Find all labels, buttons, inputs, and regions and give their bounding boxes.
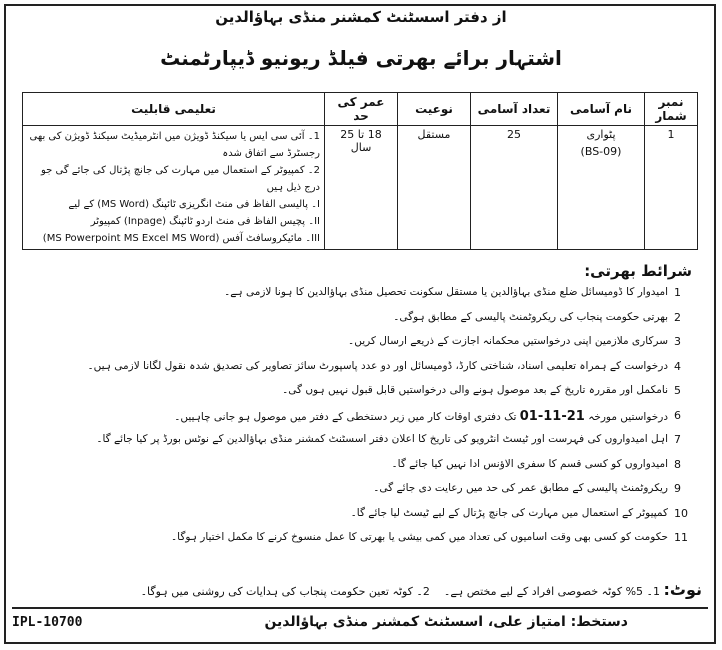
ipl-number: IPL-10700	[12, 615, 83, 630]
list-item	[20, 430, 702, 455]
item-text: ریکروٹمنٹ پالیسی کے مطابق عمر کی حد میں رعایت دی جائے گی۔	[373, 482, 668, 494]
list-item	[20, 332, 702, 357]
deadline-suffix: تک دفتری اوقات کار میں زیر دستخطی کے دفتر میں موصول ہو جانی چاہییں۔	[174, 410, 517, 423]
item-number: 2	[674, 310, 681, 324]
terms-heading: شرائط بھرتی:	[584, 262, 692, 280]
item-text	[174, 409, 668, 424]
col-serial: نمبر شمار	[645, 93, 698, 126]
qualification-line: 1۔ آئی سی ایس یا سیکنڈ ڈویژن میں انٹرمیڈیٹ سیکنڈ ڈویژن کی بھی رجسٹرڈ سے اتفاق شدہ	[29, 131, 320, 159]
table-header-row	[23, 93, 698, 126]
note-label: نوٹ:	[663, 580, 702, 599]
item-text: بھرتی حکومت پنجاب کی ریکروٹمنٹ پالیسی کے مطابق ہوگی۔	[393, 310, 668, 323]
list-item	[20, 283, 702, 308]
deadline-date: 01-11-21	[519, 408, 585, 424]
post-scale: (BS-09)	[580, 145, 622, 158]
list-item	[20, 308, 702, 333]
note-item-2: 2۔ کوٹہ تعین حکومت پنجاب کی ہدایات کی روشنی میں ہوگا۔	[140, 585, 430, 598]
col-qualification: تعلیمی قابلیت	[23, 93, 325, 126]
col-nature: نوعیت	[398, 93, 471, 126]
col-post: نام آسامی	[558, 93, 645, 126]
list-item	[20, 504, 702, 529]
item-text: امیدوار کا ڈومیسائل ضلع منڈی بہاؤالدین یا مستقل سکونت تحصیل منڈی بہاؤالدین کا ہونا لازمی ہے۔	[224, 286, 668, 298]
qualification-line: II۔ پچیس الفاظ فی منٹ اردو ٹائپنگ (Inpage) کمپیوٹر	[90, 216, 320, 227]
item-number: 7	[674, 433, 681, 446]
item-text: حکومت کو کسی بھی وقت اسامیوں کی تعداد میں کمی بیشی یا بھرتی کا عمل منسوخ کرنے کا مکمل اختیار ہوگا۔	[170, 531, 668, 543]
item-text: اہل امیدواروں کی فہرست اور ٹیسٹ انٹرویو کی تاریخ کا اعلان دفتر اسسٹنٹ کمشنر منڈی بہاؤالدین کے نوٹس بورڈ پر کیا جائے گا۔	[96, 433, 668, 445]
list-item	[20, 528, 702, 553]
item-text: درخواست کے ہمراہ تعلیمی اسناد، شناختی کارڈ، ڈومیسائل اور دو عدد پاسپورٹ سائز تصاویر کی تصدیق شدہ نقول لگانا لازمی ہیں۔	[87, 359, 668, 372]
col-count: تعداد آسامی	[471, 93, 558, 126]
table-row	[23, 126, 698, 250]
terms-list	[20, 283, 702, 553]
list-item	[20, 406, 702, 431]
item-number: 8	[674, 457, 681, 471]
deadline-prefix: درخواستیں مورخہ	[588, 410, 668, 423]
item-text: نامکمل اور مقررہ تاریخ کے بعد موصول ہونے والی درخواستیں قابل قبول نہیں ہوں گی۔	[282, 384, 668, 396]
cell-count: 25	[471, 126, 558, 250]
advertisement-title: اشتہار برائے بھرتی فیلڈ ریونیو ڈیپارٹمنٹ	[160, 46, 562, 70]
post-name: پٹواری	[586, 128, 616, 141]
list-item	[20, 455, 702, 480]
item-number: 10	[674, 506, 688, 520]
item-number: 5	[674, 384, 681, 397]
list-item	[20, 357, 702, 382]
item-number: 4	[674, 359, 681, 373]
item-number: 3	[674, 335, 681, 348]
note-item-1: 1۔ 5% کوٹہ خصوصی افراد کے لیے مختص ہے۔	[443, 585, 660, 598]
cell-post	[558, 126, 645, 250]
item-text: سرکاری ملازمین اپنی درخواستیں محکمانہ اجازت کے ذریعے ارسال کریں۔	[348, 335, 668, 347]
qualification-line: 2۔ کمپیوٹر کے استعمال میں مہارت کی جانچ پڑتال کی جائے گی جو درج ذیل ہیں	[41, 165, 320, 193]
item-text: امیدواروں کو کسی قسم کا سفری الاؤنس ادا نہیں کیا جائے گا۔	[391, 457, 668, 470]
item-text: کمپیوٹر کے استعمال میں مہارت کی جانچ پڑتال کے لیے ٹیسٹ لیا جائے گا۔	[350, 506, 668, 519]
cell-serial: 1	[645, 126, 698, 250]
cell-age: 18 تا 25 سال	[325, 126, 398, 250]
office-heading: از دفتر اسسٹنٹ کمشنر منڈی بہاؤالدین	[215, 8, 507, 26]
list-item	[20, 479, 702, 504]
signature: دستخط: امتیاز علی، اسسٹنٹ کمشنر منڈی بہاؤالدین	[264, 614, 628, 630]
qualification-line: I۔ پالیسی الفاظ فی منٹ انگریزی ٹائپنگ (MS Word) کے لیے	[68, 199, 320, 210]
item-number: 9	[674, 482, 681, 495]
col-age: عمر کی حد	[325, 93, 398, 126]
item-number: 11	[674, 531, 688, 544]
qualification-line: III۔ مائیکروسافٹ آفس (MS Powerpoint MS Excel MS Word)	[42, 233, 320, 244]
item-number: 6	[674, 408, 681, 422]
note-section	[22, 580, 702, 599]
cell-nature: مستقل	[398, 126, 471, 250]
jobs-table	[22, 92, 698, 250]
list-item	[20, 381, 702, 406]
cell-qualification	[23, 126, 325, 250]
footer	[12, 607, 708, 640]
item-number: 1	[674, 286, 681, 299]
